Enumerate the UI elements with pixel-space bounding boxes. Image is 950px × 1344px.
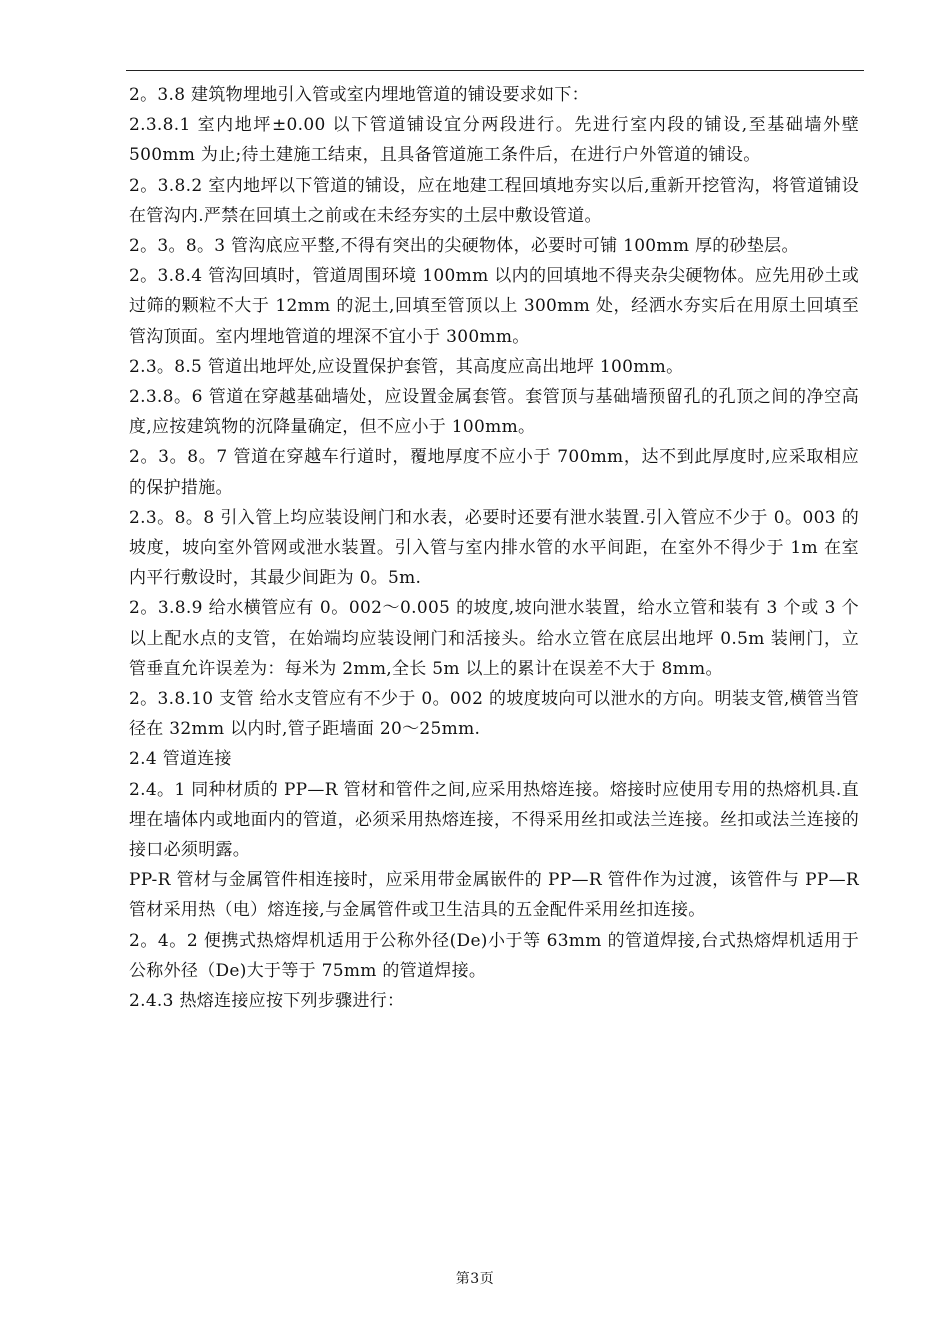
- clause-2-3-8-4: 2。3.8.4 管沟回填时，管道周围环境 100mm 以内的回填地不得夹杂尖硬物体。应先用砂土或过筛的颗粒不大于 12mm 的泥土,回填至管顶以上 300mm 处，经洒水夯实后在用原土回填至管沟顶面。室内埋地管道的埋深不宜小于 300mm。: [129, 266, 859, 347]
- clause-2-4-1: 2.4。1 同种材质的 PP—R 管材和管件之间,应采用热熔连接。熔接时应使用专用的热熔机具.直埋在墙体内或地面内的管道，必须采用热熔连接，不得采用丝扣或法兰连接。丝扣或法兰连接的接口必须明露。: [129, 779, 859, 861]
- clause-2-4-2: 2。4。2 便携式热熔焊机适用于公称外径(De)小于等 63mm 的管道焊接,台式热熔焊机适用于公称外径（De)大于等于 75mm 的管道焊接。: [129, 930, 859, 981]
- clause-2-3-8-10: 2。3.8.10 支管 给水支管应有不少于 0。002 的坡度坡向可以泄水的方向。明装支管,横管当管径在 32mm 以内时,管子距墙面 20～25mm.: [129, 689, 859, 740]
- section-2-4-heading: 2.4 管道连接: [129, 749, 232, 770]
- header-rule: [126, 70, 864, 71]
- clause-2-4-1-continued: PP-R 管材与金属管件相连接时，应采用带金属嵌件的 PP—R 管件作为过渡，该管件与 PP—R 管材采用热（电）熔连接,与金属管件或卫生洁具的五金配件采用丝扣连接。: [129, 870, 859, 921]
- page-number: 第3页: [455, 1271, 495, 1287]
- clause-2-3-8-6: 2.3.8。6 管道在穿越基础墙处，应设置金属套管。套管顶与基础墙预留孔的孔顶之间的净空高度,应按建筑物的沉降量确定，但不应小于 100mm。: [129, 387, 859, 438]
- clause-2-3-8-5: 2.3。8.5 管道出地坪处,应设置保护套管，其高度应高出地坪 100mm。: [129, 356, 684, 377]
- section-2-3-8-heading: 2。3.8 建筑物埋地引入管或室内埋地管道的铺设要求如下：: [129, 85, 589, 105]
- clause-2-4-3: 2.4.3 热熔连接应按下列步骤进行：: [129, 991, 405, 1012]
- clause-2-3-8-9: 2。3.8.9 给水横管应有 0。002～0.005 的坡度,坡向泄水装置，给水立管和装有 3 个或 3 个以上配水点的支管，在始端均应装设闸门和活接头。给水立管在底层出地坪 0.5m 装闸门，立管垂直允许误差为：每米为 2mm,全长 5m 以上的累计在误差不大于 8mm。: [129, 598, 859, 679]
- document-body: [129, 80, 859, 1016]
- clause-2-3-8-7: 2。3。8。7 管道在穿越车行道时，覆地厚度不应小于 700mm，达不到此厚度时,应采取相应的保护措施。: [129, 447, 859, 498]
- clause-2-3-8-3: 2。3。8。3 管沟底应平整,不得有突出的尖硬物体，必要时可铺 100mm 厚的砂垫层。: [129, 236, 799, 257]
- clause-2-3-8-2: 2。3.8.2 室内地坪以下管道的铺设，应在地建工程回填地夯实以后,重新开挖管沟，将管道铺设在管沟内.严禁在回填土之前或在未经夯实的土层中敷设管道。: [129, 175, 859, 226]
- clause-2-3-8-1: 2.3.8.1 室内地坪±0.00 以下管道铺设宜分两段进行。先进行室内段的铺设,至基础墙外壁500mm 为止;待土建施工结束，且具备管道施工条件后，在进行户外管道的铺设。: [129, 115, 859, 166]
- clause-2-3-8-8: 2.3。8。8 引入管上均应装设闸门和水表，必要时还要有泄水装置.引入管应不少于 0。003 的坡度，坡向室外管网或泄水装置。引入管与室内排水管的水平间距，在室外不得少于 1m 在室内平行敷设时，其最少间距为 0。5m.: [129, 507, 859, 589]
